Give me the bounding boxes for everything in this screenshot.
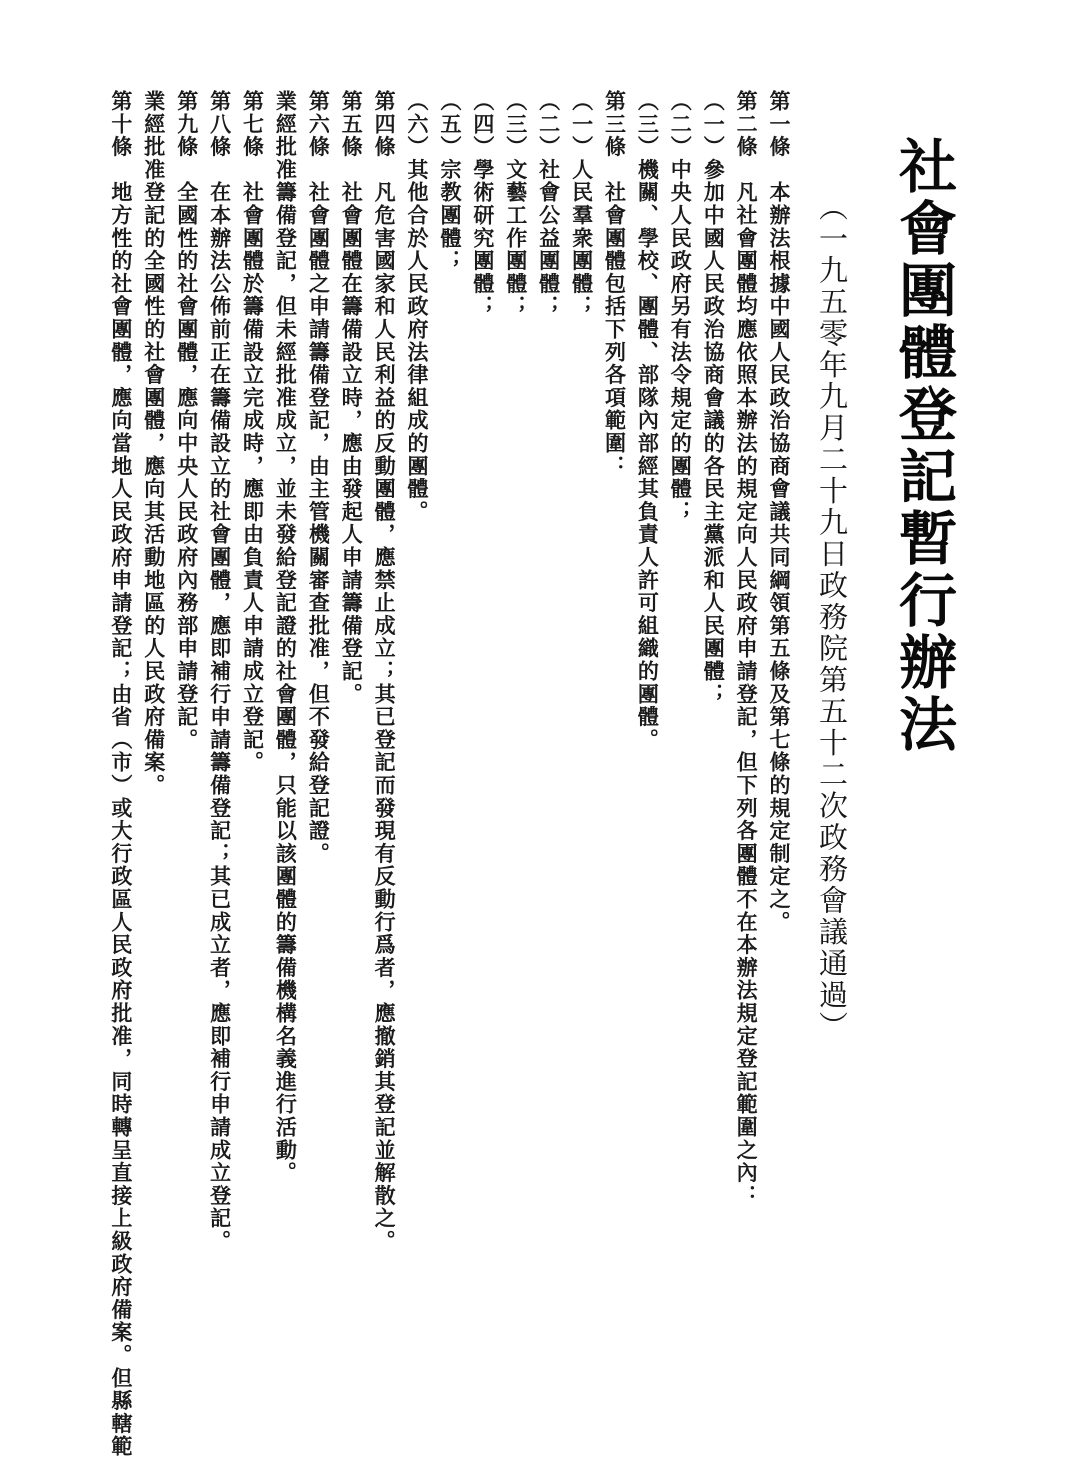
article-10: 第十條 地方性的社會團體，應向當地人民政府申請登記；由省（市）或大行政區人民政府批准，同時轉呈直接上級政府備案。但縣轄範 [108, 90, 134, 1458]
article-2: 第二條 凡社會團體均應依照本辦法的規定向人民政府申請登記，但下列各團體不在本辦法規定登記範圍之內： [734, 90, 760, 1208]
article-2-item-1: （一）參加中國人民政治協商會議的各民主黨派和人民團體； [701, 90, 727, 706]
article-3-item-6: （六）其他合於人民政府法律組成的團體。 [405, 90, 431, 524]
article-7: 第七條 社會團體於籌備設立完成時，應即由負責人申請成立登記。 [240, 90, 266, 774]
article-6-paragraph-2: 業經批准籌備登記，但未經批准成立，並未發給登記證的社會團體，只能以該團體的籌備機構名義進行活動。 [273, 90, 299, 1185]
article-4: 第四條 凡危害國家和人民利益的反動團體，應禁止成立；其已登記而發現有反動行爲者，應撤銷其登記並解散之。 [372, 90, 398, 1253]
article-3-item-1: （一）人民羣衆團體； [569, 90, 595, 318]
article-5: 第五條 社會團體在籌備設立時，應由發起人申請籌備登記。 [339, 90, 365, 706]
article-6: 第六條 社會團體之申請籌備登記，由主管機關審查批准，但不發給登記證。 [306, 90, 332, 866]
document-subtitle: （一九五零年九月二十九日政務院第五十二次政務會議通過） [815, 192, 849, 1043]
article-3-item-4: （四）學術研究團體； [470, 90, 496, 318]
article-3-item-3: （三）文藝工作團體； [503, 90, 529, 318]
article-3: 第三條 社會團體包括下列各項範圍： [602, 90, 628, 478]
article-3-item-2: （二）社會公益團體； [536, 90, 562, 318]
article-9-paragraph-2: 業經批准登記的全國性的社會團體，應向其活動地區的人民政府備案。 [141, 90, 167, 797]
article-3-item-5: （五）宗教團體； [437, 90, 463, 273]
article-9: 第九條 全國性的社會團體，應向中央人民政府內務部申請登記。 [174, 90, 200, 752]
article-8: 第八條 在本辦法公佈前正在籌備設立的社會團體，應即補行申請籌備登記；其已成立者，應即補行申請成立登記。 [207, 90, 233, 1253]
document-title: 社會團體登記暫行辦法 [889, 136, 957, 756]
article-2-item-3: （三）機關、學校、團體、部隊內部經其負責人許可組織的團體。 [635, 90, 661, 752]
article-2-item-2: （二）中央人民政府另有法令規定的團體； [668, 90, 694, 524]
article-1: 第一條 本辦法根據中國人民政治協商會議共同綱領第五條及第七條的規定制定之。 [767, 90, 792, 934]
document-body [104, 90, 795, 1458]
